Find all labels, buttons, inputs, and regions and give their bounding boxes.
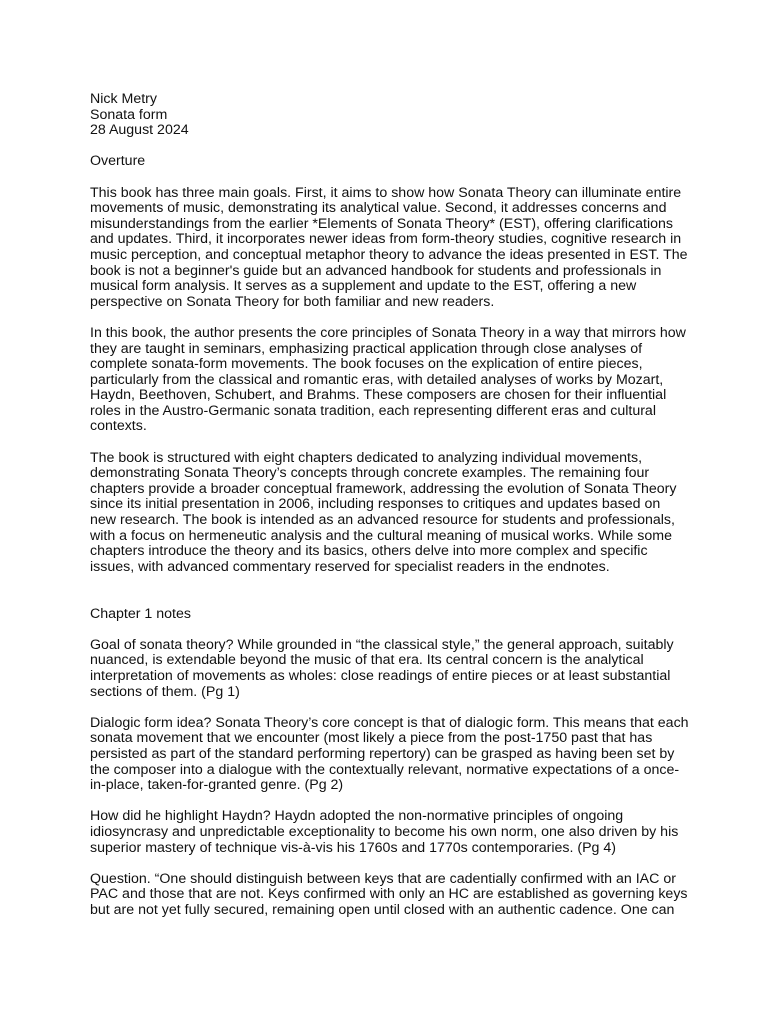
overture-paragraph-2: In this book, the author presents the core principles of Sonata Theory in a way that mirrors how they are taught in seminars, emphasizing practical application through close analyses of complete sonata-form movements. The book focuses on the explication of entire pieces, particularly from the classical and romantic eras, with detailed analyses of works by Mozart, Haydn, Beethoven, Schubert, and Brahms. These composers are chosen for their influential roles in the Austro-Germanic sonata tradition, each representing different eras and cultural contexts.	[90, 324, 686, 435]
overture-paragraph-1: This book has three main goals. First, it aims to show how Sonata Theory can illuminate entire movements of music, demonstrating its analytical value. Second, it addresses concerns and misunderstandings from the earlier *Elements of Sonata Theory* (EST), offering clarifications and updates. Third, it incorporates newer ideas from form-theory studies, cognitive research in music perception, and conceptual metaphor theory to advance the ideas presented in EST. The book is not a beginner's guide but an advanced handbook for students and professionals in musical form analysis. It serves as a supplement and update to the EST, offering a new perspective on Sonata Theory for both familiar and new readers.	[90, 184, 688, 310]
chapter1-note-1: Goal of sonata theory? While grounded in “the classical style,” the general approach, suitably nuanced, is extendable beyond the music of that era. Its central concern is the analytical interpretation of movements as wholes: close readings of entire pieces or at least substantial sections of them. (Pg 1)	[90, 636, 674, 700]
document-subject: Sonata form	[90, 106, 168, 123]
document-header	[90, 92, 690, 139]
chapter1-heading: Chapter 1 notes	[90, 605, 191, 622]
author-name: Nick Metry	[90, 91, 157, 107]
chapter1-note-4: Question. “One should distinguish between keys that are cadentially confirmed with an IAC or PAC and those that are not. Keys confirmed with only an HC are established as governing keys but are not yet fully secured, remaining open until closed with an authentic cadence. One can	[90, 870, 688, 918]
document-date: 28 August 2024	[90, 122, 189, 139]
chapter1-note-2: Dialogic form idea? Sonata Theory’s core concept is that of dialogic form. This means that each sonata movement that we encounter (most likely a piece from the post-1750 past that has persisted as part of the standard performing repertory) can be grasped as having been set by the composer into a dialogue with the contextually relevant, normative expectations of a once-in-place, taken-for-granted genre. (Pg 2)	[90, 714, 689, 794]
chapter1-note-3: How did he highlight Haydn? Haydn adopted the non-normative principles of ongoing idiosyncrasy and unpredictable exceptionality to become his own norm, one also driven by his superior mastery of technique vis-à-vis his 1760s and 1770s contemporaries. (Pg 4)	[90, 808, 679, 856]
overture-heading: Overture	[90, 153, 146, 170]
document-page	[90, 92, 690, 934]
overture-paragraph-3: The book is structured with eight chapters dedicated to analyzing individual movements, demonstrating Sonata Theory’s concepts through concrete examples. The remaining four chapters provide a broader conceptual framework, addressing the evolution of Sonata Theory since its initial presentation in 2006, including responses to critiques and updates based on new research. The book is intended as an advanced resource for students and professionals, with a focus on hermeneutic analysis and the cultural meaning of musical works. While some chapters introduce the theory and its basics, others delve into more complex and specific issues, with advanced commentary reserved for specialist readers in the endnotes.	[90, 449, 677, 575]
